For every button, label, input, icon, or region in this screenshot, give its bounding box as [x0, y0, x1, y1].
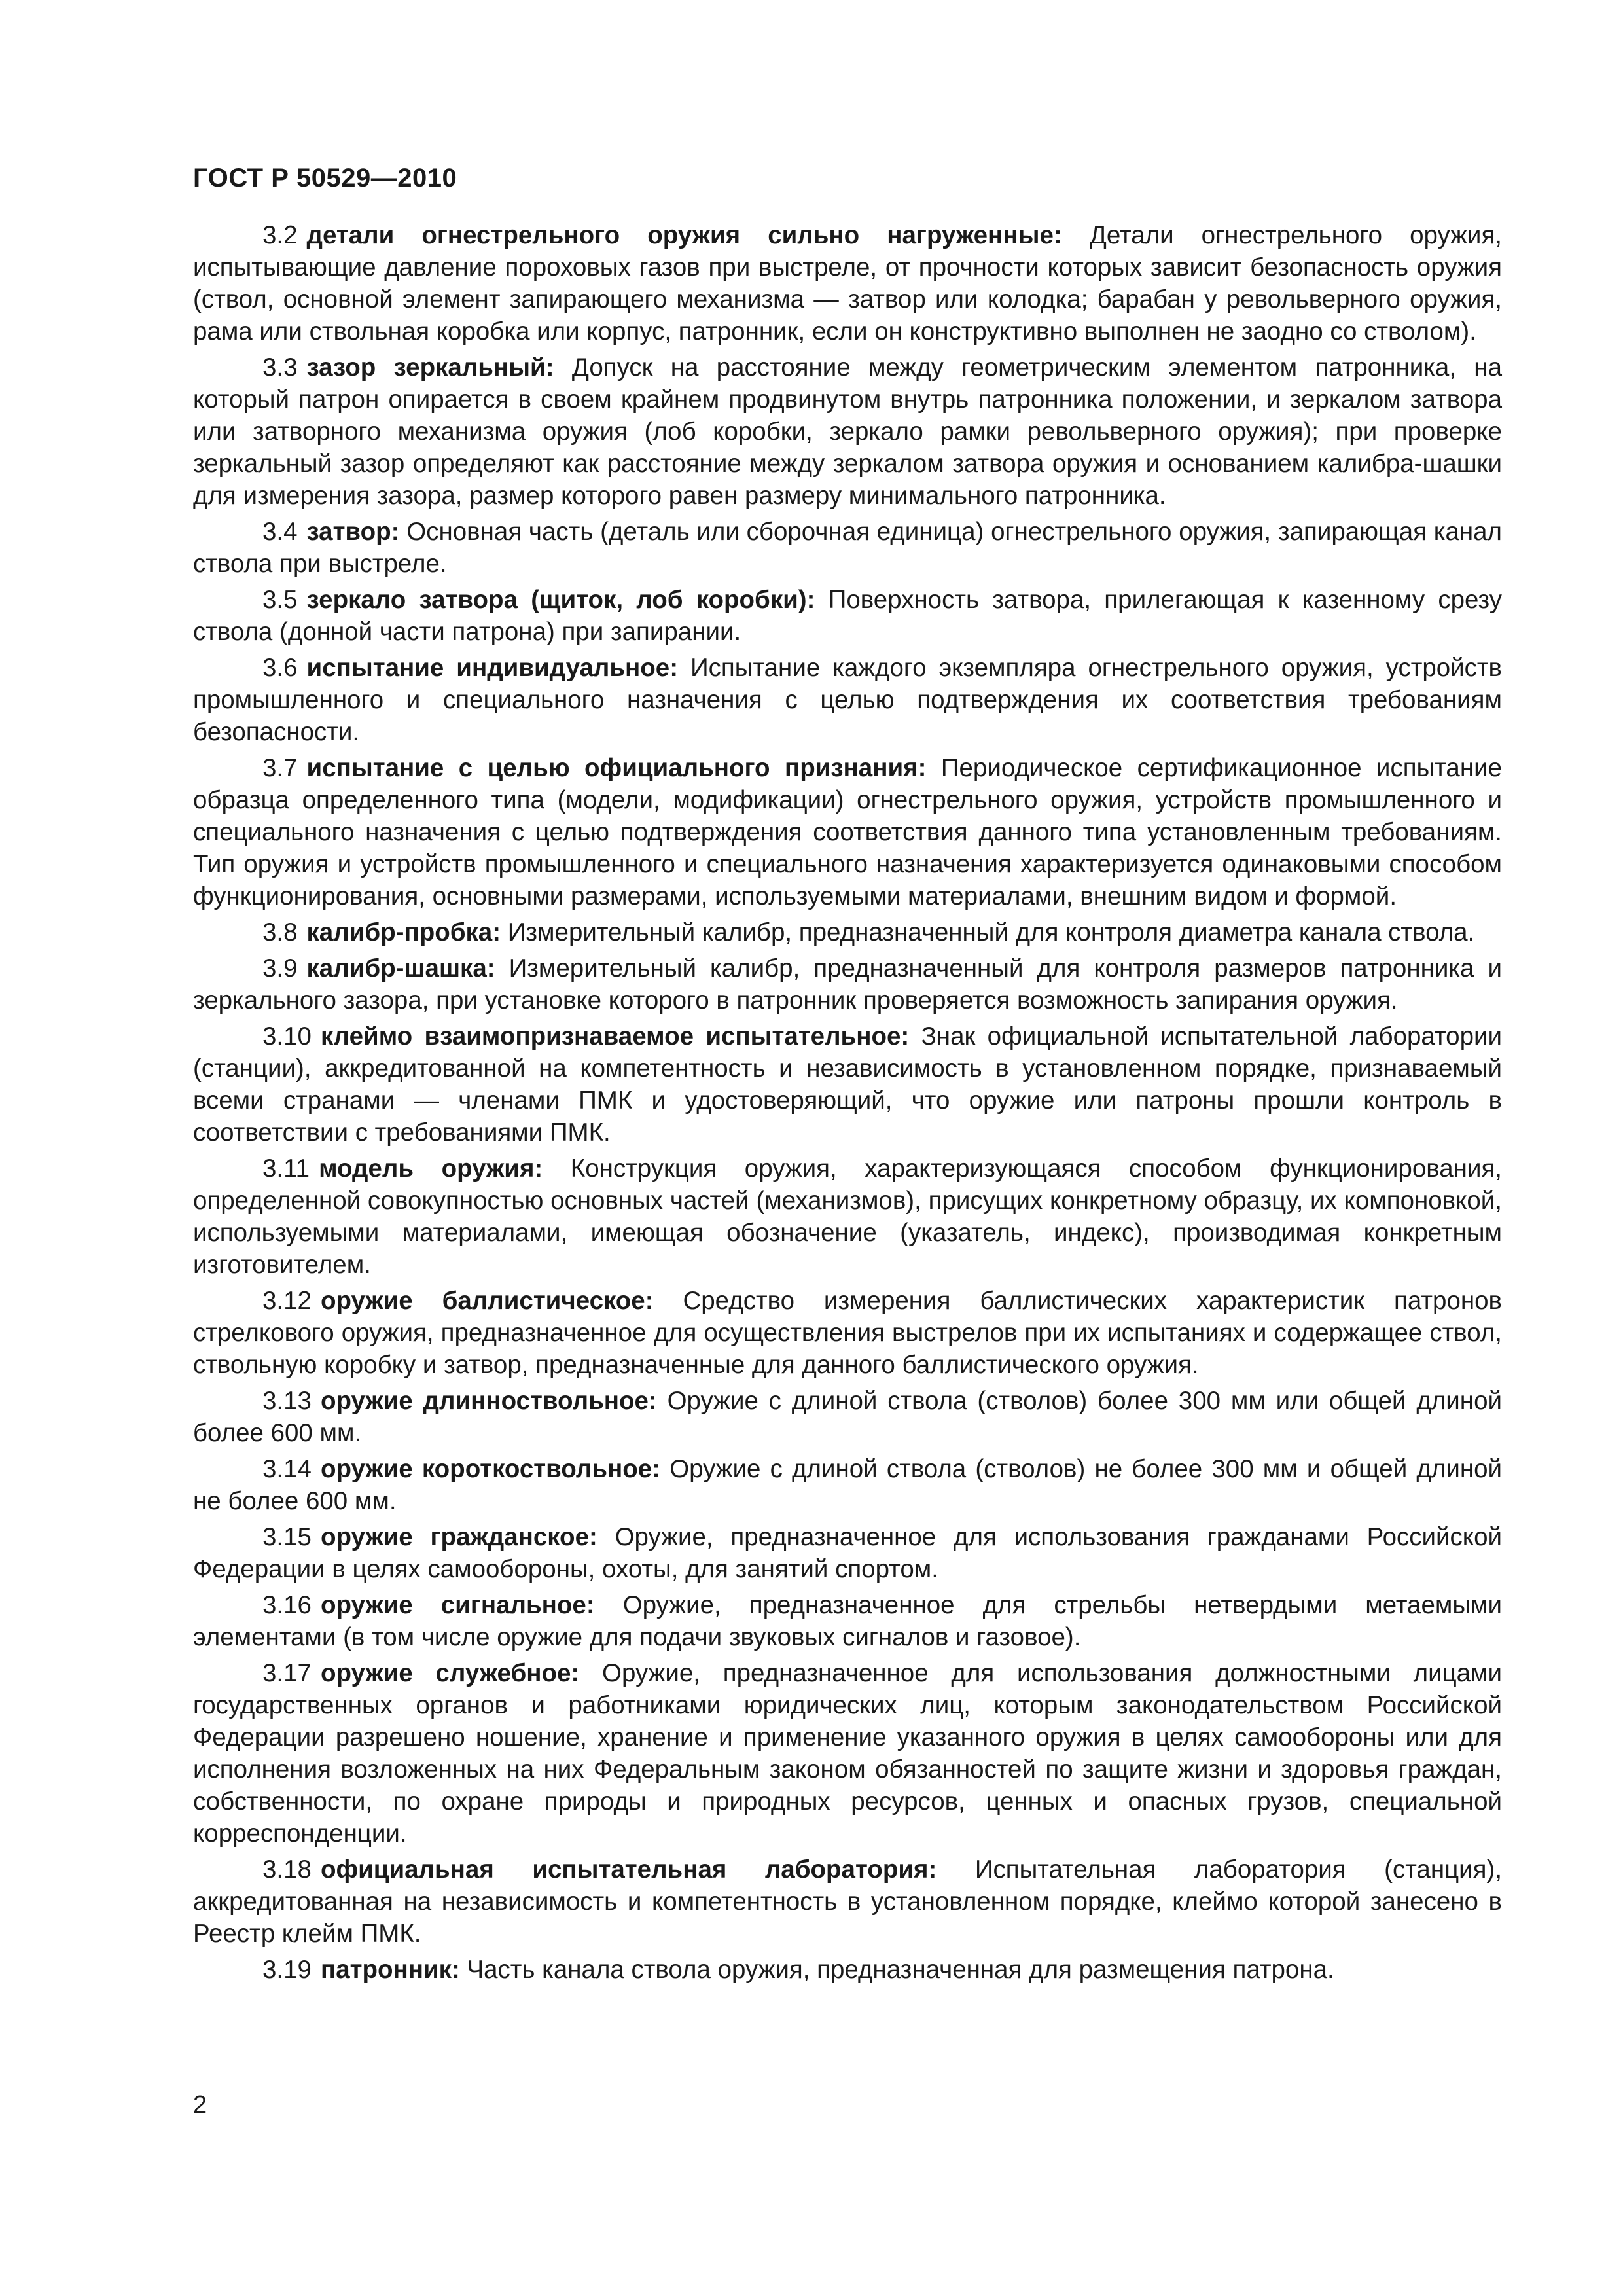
term-entry: [193, 1020, 1502, 1149]
term-entry: [193, 916, 1502, 948]
entry-number: 3.7: [262, 754, 298, 782]
page-number: 2: [193, 2091, 207, 2119]
entry-number: 3.13: [262, 1387, 312, 1415]
term-entry: [193, 584, 1502, 648]
entry-term: оружие баллистическое:: [320, 1287, 654, 1315]
entry-term: детали огнестрельного оружия сильно нагруженные:: [306, 221, 1062, 249]
entry-term: оружие короткоствольное:: [320, 1455, 660, 1483]
entry-number: 3.2: [262, 221, 298, 249]
entry-definition: Часть канала ствола оружия, предназначенная для размещения патрона.: [467, 1956, 1334, 1984]
entry-term: патронник:: [320, 1956, 460, 1984]
entry-number: 3.6: [262, 654, 298, 682]
entry-term: модель оружия:: [319, 1155, 543, 1183]
entry-number: 3.15: [262, 1523, 312, 1551]
entry-term: зеркало затвора (щиток, лоб коробки):: [306, 586, 815, 614]
entry-definition: Оружие с длиной ствола (стволов) не более 300 мм и общей длиной не более 600 мм.: [193, 1455, 1502, 1515]
entry-term: клеймо взаимопризнаваемое испытательное:: [320, 1022, 910, 1050]
entry-definition: Допуск на расстояние между геометрическим элементом патронника, на который патрон опирается в своем крайнем продвинутом внутрь патронника положении, и зеркалом затвора или затворного механизма оружия (лоб коробки, зеркало рамки револьверного оружия); при проверке зеркальный зазор определяют как расстояние между зеркалом затвора оружия и основанием калибра-шашки для измерения зазора, размер которого равен размеру минимального патронника.: [193, 353, 1502, 510]
entry-definition: Средство измерения баллистических характеристик патронов стрелкового оружия, предназначенное для осуществления выстрелов при их испытаниях и содержащее ствол, ствольную коробку и затвор, предназначенные для данного баллистического оружия.: [193, 1287, 1502, 1379]
entry-term: калибр-пробка:: [306, 918, 501, 946]
entry-number: 3.17: [262, 1659, 312, 1687]
term-entry: [193, 1385, 1502, 1449]
term-entry: [193, 219, 1502, 348]
term-entry: [193, 516, 1502, 580]
entry-definition: Периодическое сертификационное испытание образца определенного типа (модели, модификации) огнестрельного оружия, устройств промышленного и специального назначения с целью подтверждения соответствия данного типа установленным требованиям. Тип оружия и устройств промышленного и специального назначения характеризуется одинаковыми способом функционирования, основными размерами, используемыми материалами, внешним видом и формой.: [193, 754, 1503, 910]
term-entry: [193, 752, 1502, 912]
entry-definition: Оружие с длиной ствола (стволов) более 300 мм или общей длиной более 600 мм.: [193, 1387, 1502, 1447]
term-entry: [193, 1153, 1502, 1281]
entry-number: 3.18: [262, 1856, 312, 1884]
entry-definition: Испытание каждого экземпляра огнестрельного оружия, устройств промышленного и специального назначения с целью подтверждения их соответствия требованиям безопасности.: [193, 654, 1502, 746]
entry-number: 3.10: [262, 1022, 312, 1050]
entry-definition: Измерительный калибр, предназначенный для контроля диаметра канала ствола.: [507, 918, 1475, 946]
entry-definition: Измерительный калибр, предназначенный для контроля размеров патронника и зеркального зазора, при установке которого в патронник проверяется возможность запирания оружия.: [193, 954, 1502, 1014]
term-entry: [193, 1285, 1502, 1381]
entry-term: оружие гражданское:: [320, 1523, 597, 1551]
term-entry: [193, 1954, 1502, 1986]
entry-number: 3.19: [262, 1956, 312, 1984]
entry-number: 3.8: [262, 918, 298, 946]
term-entry: [193, 1657, 1502, 1850]
term-entry: [193, 1854, 1502, 1950]
term-entry: [193, 1453, 1502, 1517]
entry-number: 3.14: [262, 1455, 312, 1483]
entry-term: затвор:: [306, 518, 400, 546]
entry-number: 3.16: [262, 1591, 312, 1619]
term-entry: [193, 1589, 1502, 1653]
entry-number: 3.5: [262, 586, 298, 614]
terms-list: [193, 219, 1502, 1990]
term-entry: [193, 652, 1502, 748]
term-entry: [193, 1521, 1502, 1585]
entry-definition: Конструкция оружия, характеризующаяся способом функционирования, определенной совокупностью основных частей (механизмов), присущих конкретному образцу, их компоновкой, используемыми материалами, имеющая обозначение (указатель, индекс), производимая конкретным изготовителем.: [193, 1155, 1502, 1279]
entry-definition: Оружие, предназначенное для использования должностными лицами государственных органов и работниками юридических лиц, которым законодательством Российской Федерации разрешено ношение, хранение и применение указанного оружия в целях самообороны или для исполнения возложенных на них Федеральным законом обязанностей по защите жизни и здоровья граждан, собственности, по охране природы и природных ресурсов, ценных и опасных грузов, специальной корреспонденции.: [193, 1659, 1503, 1848]
entry-term: испытание индивидуальное:: [306, 654, 679, 682]
term-entry: [193, 351, 1502, 512]
entry-number: 3.3: [262, 353, 298, 382]
entry-number: 3.12: [262, 1287, 312, 1315]
document-header-title: ГОСТ Р 50529—2010: [193, 164, 457, 192]
term-entry: [193, 952, 1502, 1016]
entry-definition: Оружие, предназначенное для использования гражданами Российской Федерации в целях самообороны, охоты, для занятий спортом.: [193, 1523, 1503, 1583]
entry-definition: Испытательная лаборатория (станция), аккредитованная на независимость и компетентность в установленном порядке, клеймо которой занесено в Реестр клейм ПМК.: [193, 1856, 1503, 1948]
entry-definition: Детали огнестрельного оружия, испытывающие давление пороховых газов при выстреле, от прочности которых зависит безопасность оружия (ствол, основной элемент запирающего механизма — затвор или колодка; барабан у револьверного оружия, рама или ствольная коробка или корпус, патронник, если он конструктивно выполнен не заодно со стволом).: [193, 221, 1502, 346]
entry-number: 3.9: [262, 954, 298, 982]
entry-term: официальная испытательная лаборатория:: [320, 1856, 937, 1884]
entry-definition: Знак официальной испытательной лаборатории (станции), аккредитованной на компетентность и независимость в установленном порядке, признаваемый всеми странами — членами ПМК и удостоверяющий, что оружие или патроны прошли контроль в соответствии с требованиями ПМК.: [193, 1022, 1502, 1147]
entry-term: зазор зеркальный:: [306, 353, 554, 382]
entry-definition: Оружие, предназначенное для стрельбы нетвердыми метаемыми элементами (в том числе оружие для подачи звуковых сигналов и газовое).: [193, 1591, 1502, 1651]
entry-term: оружие длинноствольное:: [320, 1387, 657, 1415]
entry-number: 3.11: [262, 1155, 310, 1183]
entry-definition: Поверхность затвора, прилегающая к казенному срезу ствола (донной части патрона) при запирании.: [193, 586, 1503, 646]
entry-definition: Основная часть (деталь или сборочная единица) огнестрельного оружия, запирающая канал ствола при выстреле.: [193, 518, 1502, 578]
entry-term: калибр-шашка:: [306, 954, 495, 982]
entry-term: оружие сигнальное:: [320, 1591, 595, 1619]
entry-term: оружие служебное:: [320, 1659, 580, 1687]
entry-number: 3.4: [262, 518, 298, 546]
entry-term: испытание с целью официального признания:: [306, 754, 927, 782]
